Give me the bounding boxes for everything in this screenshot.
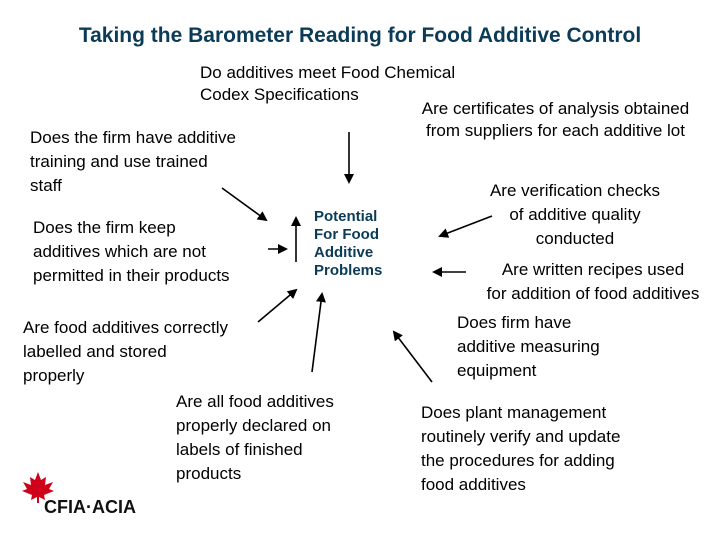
question-management-procedures: Does plant management routinely verify and update the procedures for adding food additives	[421, 403, 621, 494]
arrow-from-verification	[440, 216, 492, 236]
arrow-from-training	[222, 188, 266, 220]
question-certificates-of-analysis: Are certificates of analysis obtained from suppliers for each additive lot	[421, 99, 690, 140]
center-label: Potential For Food Additive Problems	[314, 208, 383, 279]
arrow-from-management	[394, 332, 432, 382]
arrow-from-declared	[312, 294, 322, 372]
question-verification-checks: Are verification checks of additive quality conducted	[489, 181, 661, 248]
question-labelled-and-stored: Are food additives correctly labelled and stored properly	[23, 318, 229, 385]
question-measuring-equipment: Does firm have additive measuring equipment	[457, 313, 600, 380]
page-title: Taking the Barometer Reading for Food Additive Control	[78, 24, 642, 47]
question-additive-training: Does the firm have additive training and use trained staff	[30, 128, 236, 195]
question-written-recipes: Are written recipes used for addition of food additives	[486, 260, 700, 303]
question-not-permitted-additives: Does the firm keep additives which are not permitted in their products	[33, 218, 230, 285]
cfia-logo-text: CFIA·ACIA	[44, 497, 136, 517]
question-declared-on-labels: Are all food additives properly declared on labels of finished products	[176, 392, 334, 483]
arrow-from-labelled-stored	[258, 290, 296, 322]
question-codex-specifications: Do additives meet Food Chemical Codex Specifications	[200, 63, 456, 104]
